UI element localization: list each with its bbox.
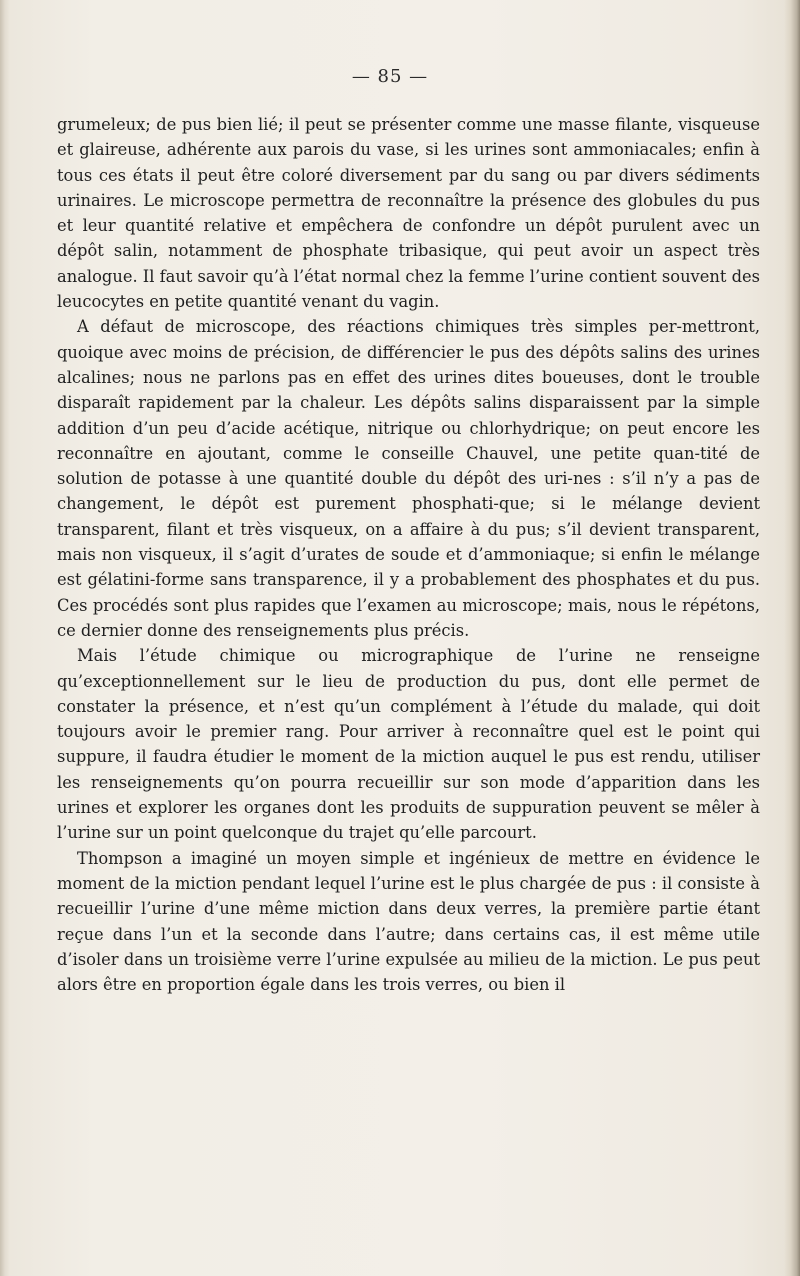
page-edge-shadow — [784, 0, 800, 1276]
paragraph-1: grumeleux; de pus bien lié; il peut se présenter comme une masse filante, visqueuse et glaireuse, adhérente aux parois du vase, si les urines sont ammoniacales; enfin à tous ces états il peut être coloré diversement par du sang ou par divers sédiments urinaires. Le microscope permettra de reconnaître la présence des globules du pus et leur quantité relative et empêchera de confondre un dépôt purulent avec un dépôt salin, notamment de phosphate tribasique, qui peut avoir un aspect très analogue. Il faut savoir qu’à l’état normal chez la femme l’urine contient souvent des leucocytes en petite quantité venant du vagin. — [57, 115, 761, 312]
body-text — [57, 112, 760, 997]
page-number: — 85 — — [351, 66, 429, 87]
page-gutter-shadow — [0, 0, 10, 1276]
paragraph-4: Thompson a imaginé un moyen simple et ingénieux de mettre en évidence le moment de la miction pendant lequel l’urine est le plus chargée de pus : il consiste à recueillir l’urine d’une même miction dans deux verres, la première partie étant reçue dans l’un et la seconde dans l’autre; dans certains cas, il est même utile d’isoler dans un troisième verre l’urine expulsée au milieu de la miction. Le pus peut alors être en proportion égale dans les trois verres, ou bien il — [57, 848, 760, 995]
paragraph-3: Mais l’étude chimique ou micrographique de l’urine ne renseigne qu’exceptionnellement sur le lieu de production du pus, dont elle permet de constater la présence, et n’est qu’un complément à l’étude du malade, qui doit toujours avoir le premier rang. Pour arriver à reconnaître quel est le point qui suppure, il faudra étudier le moment de la miction auquel le pus est rendu, utiliser les renseignements qu’on pourra recueillir sur son mode d’apparition dans les urines et explorer les organes dont les produits de suppuration peuvent se mêler à l’urine sur un point quelconque du trajet qu’elle parcourt. — [57, 646, 760, 843]
paragraph-2: A défaut de microscope, des réactions chimiques très simples per-mettront, quoique avec moins de précision, de différencier le pus des dépôts salins des urines alcalines; nous ne parlons pas en effet des urines dites boueuses, dont le trouble disparaît rapidement par la chaleur. Les dépôts salins disparaissent par la simple addition d’un peu d’acide acétique, nitrique ou chlorhydrique; on peut encore les reconnaître en ajoutant, comme le conseille Chauvel, une petite quan-tité de solution de potasse à une quantité double du dépôt des uri-nes : s’il n’y a pas de changement, le dépôt est purement phosphati-que; si le mélange devient transparent, filant et très visqueux, on a affaire à du pus; s’il devient transparent, mais non visqueux, il s’agit d’urates de soude et d’ammoniaque; si enfin le mélange est gélatini-forme sans transparence, il y a probablement des phosphates et du pus. Ces procédés sont plus rapides que l’examen au microscope; mais, nous le répétons, ce dernier donne des renseignements plus précis. — [57, 317, 760, 640]
